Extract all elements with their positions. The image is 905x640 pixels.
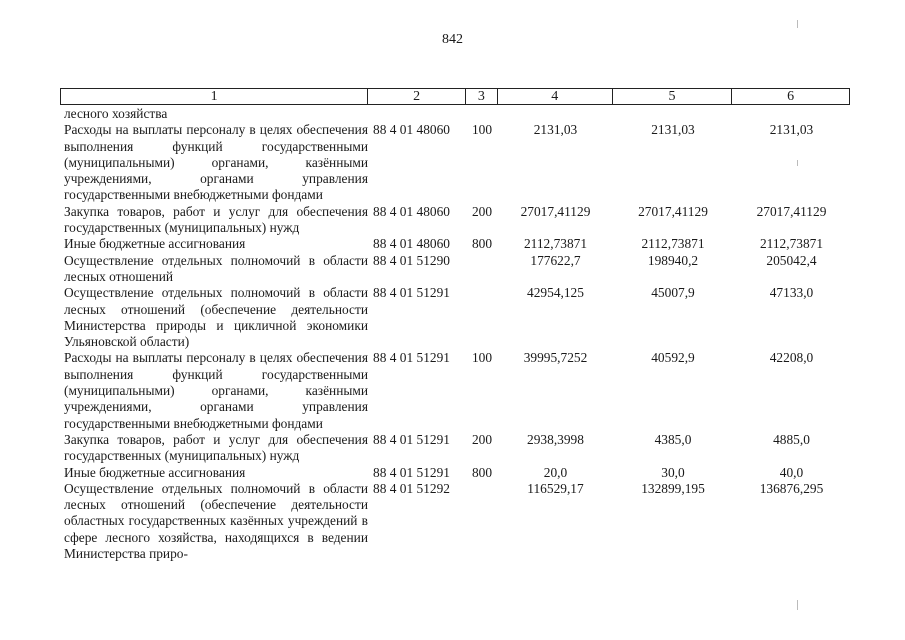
row-expense-type: 100 [471,350,493,366]
header-col-2: 2 [368,89,466,104]
row-code [368,106,466,122]
header-col-3: 3 [466,89,498,104]
row-description: Закупка товаров, работ и услуг для обеспечения государственных (муниципальных) нужд [64,203,368,236]
row-value-col5: 2131,03 [651,122,695,138]
row-expense-type [466,106,498,122]
table-row [60,481,850,562]
row-expense-type [466,253,498,286]
table-row [60,350,850,431]
row-expense-type: 200 [471,431,493,447]
row-expense-type: 800 [471,236,493,252]
row-value-col4: 27017,41129 [520,203,591,219]
table-row [60,285,850,350]
scan-speck [797,600,798,610]
row-code: 88 4 01 51291 [373,431,450,447]
row-value-col6: 42208,0 [769,350,814,366]
row-value-col6: 136876,295 [759,480,824,496]
row-description: Осуществление отдельных полномочий в области лесных отношений [64,252,368,284]
table-row [60,432,850,465]
row-code: 88 4 01 51291 [373,285,450,301]
row-code: 88 4 01 51291 [373,464,450,480]
row-expense-type: 200 [471,203,493,219]
row-description: Осуществление отдельных полномочий в области лесных отношений (обеспечение деятельности областных государственных казённых учреждений в сфере лесного хозяйства, находящихся в ведении Министерства приро- [64,480,368,562]
scan-speck [797,20,798,28]
row-value-col5: 2112,73871 [641,236,705,252]
row-description: Расходы на выплаты персоналу в целях обеспечения выполнения функций государственными (муниципальными) органами, казёнными учреждениями, органами управления государственными внебюджетными фондами [64,350,368,431]
header-col-5: 5 [613,89,733,104]
scan-speck [797,160,798,166]
table-row [60,253,850,286]
row-expense-type [466,285,498,350]
row-code: 88 4 01 51292 [373,480,450,496]
page-number: 842 [442,32,463,47]
row-value-col4: 116529,17 [527,480,584,496]
header-col-6: 6 [787,89,795,104]
row-value-col4: 177622,7 [530,252,581,268]
table-header [60,88,850,105]
header-col-4: 4 [498,89,613,104]
row-value-col5: 198940,2 [647,252,699,268]
row-value-col4: 20,0 [543,464,568,480]
row-description: Закупка товаров, работ и услуг для обеспечения государственных (муниципальных) нужд [64,431,368,464]
row-description: Осуществление отдельных полномочий в области лесных отношений (обеспечение деятельности Министерства природы и цикличной экономики Ульяновской области) [64,285,368,350]
row-code: 88 4 01 51291 [373,350,450,366]
row-expense-type [466,481,498,562]
row-expense-type: 100 [471,122,493,138]
row-value-col6: 27017,41129 [756,203,827,219]
row-value-col4 [498,106,613,122]
row-value-col5: 132899,195 [641,480,705,496]
row-value-col5: 27017,41129 [638,203,708,219]
table-row [60,465,850,481]
row-value-col6 [733,106,850,122]
row-value-col4: 2112,73871 [523,236,588,252]
row-description: Расходы на выплаты персоналу в целях обеспечения выполнения функций государственными (муниципальными) органами, казёнными учреждениями, органами управления государственными внебюджетными фондами [64,122,368,203]
table-row [60,122,850,203]
table-row [60,236,850,252]
row-value-col6: 4885,0 [773,431,810,447]
row-value-col6: 2112,73871 [759,236,824,252]
row-expense-type: 800 [471,464,493,480]
table-row [60,204,850,237]
header-col-1: 1 [61,89,368,104]
row-code: 88 4 01 48060 [373,122,450,138]
row-value-col6: 47133,0 [769,285,814,301]
row-value-col5: 4385,0 [654,431,692,447]
row-value-col4: 2938,3998 [527,431,584,447]
table-row [60,106,850,122]
row-code: 88 4 01 48060 [373,203,450,219]
row-value-col4: 2131,03 [533,122,578,138]
row-value-col4: 39995,7252 [523,350,588,366]
row-code: 88 4 01 51290 [373,252,450,268]
row-value-col6: 40,0 [779,464,804,480]
row-description: Иные бюджетные ассигнования [64,236,246,252]
row-value-col4: 42954,125 [527,285,584,301]
row-value-col5 [613,106,733,122]
row-description: Иные бюджетные ассигнования [64,464,246,480]
table-body [60,106,850,562]
row-value-col5: 40592,9 [651,350,695,366]
row-value-col5: 30,0 [661,464,685,480]
row-value-col6: 205042,4 [766,252,817,268]
row-description: лесного хозяйства [64,106,168,121]
row-value-col5: 45007,9 [651,285,695,301]
row-value-col6: 2131,03 [769,122,814,138]
row-code: 88 4 01 48060 [373,236,450,252]
